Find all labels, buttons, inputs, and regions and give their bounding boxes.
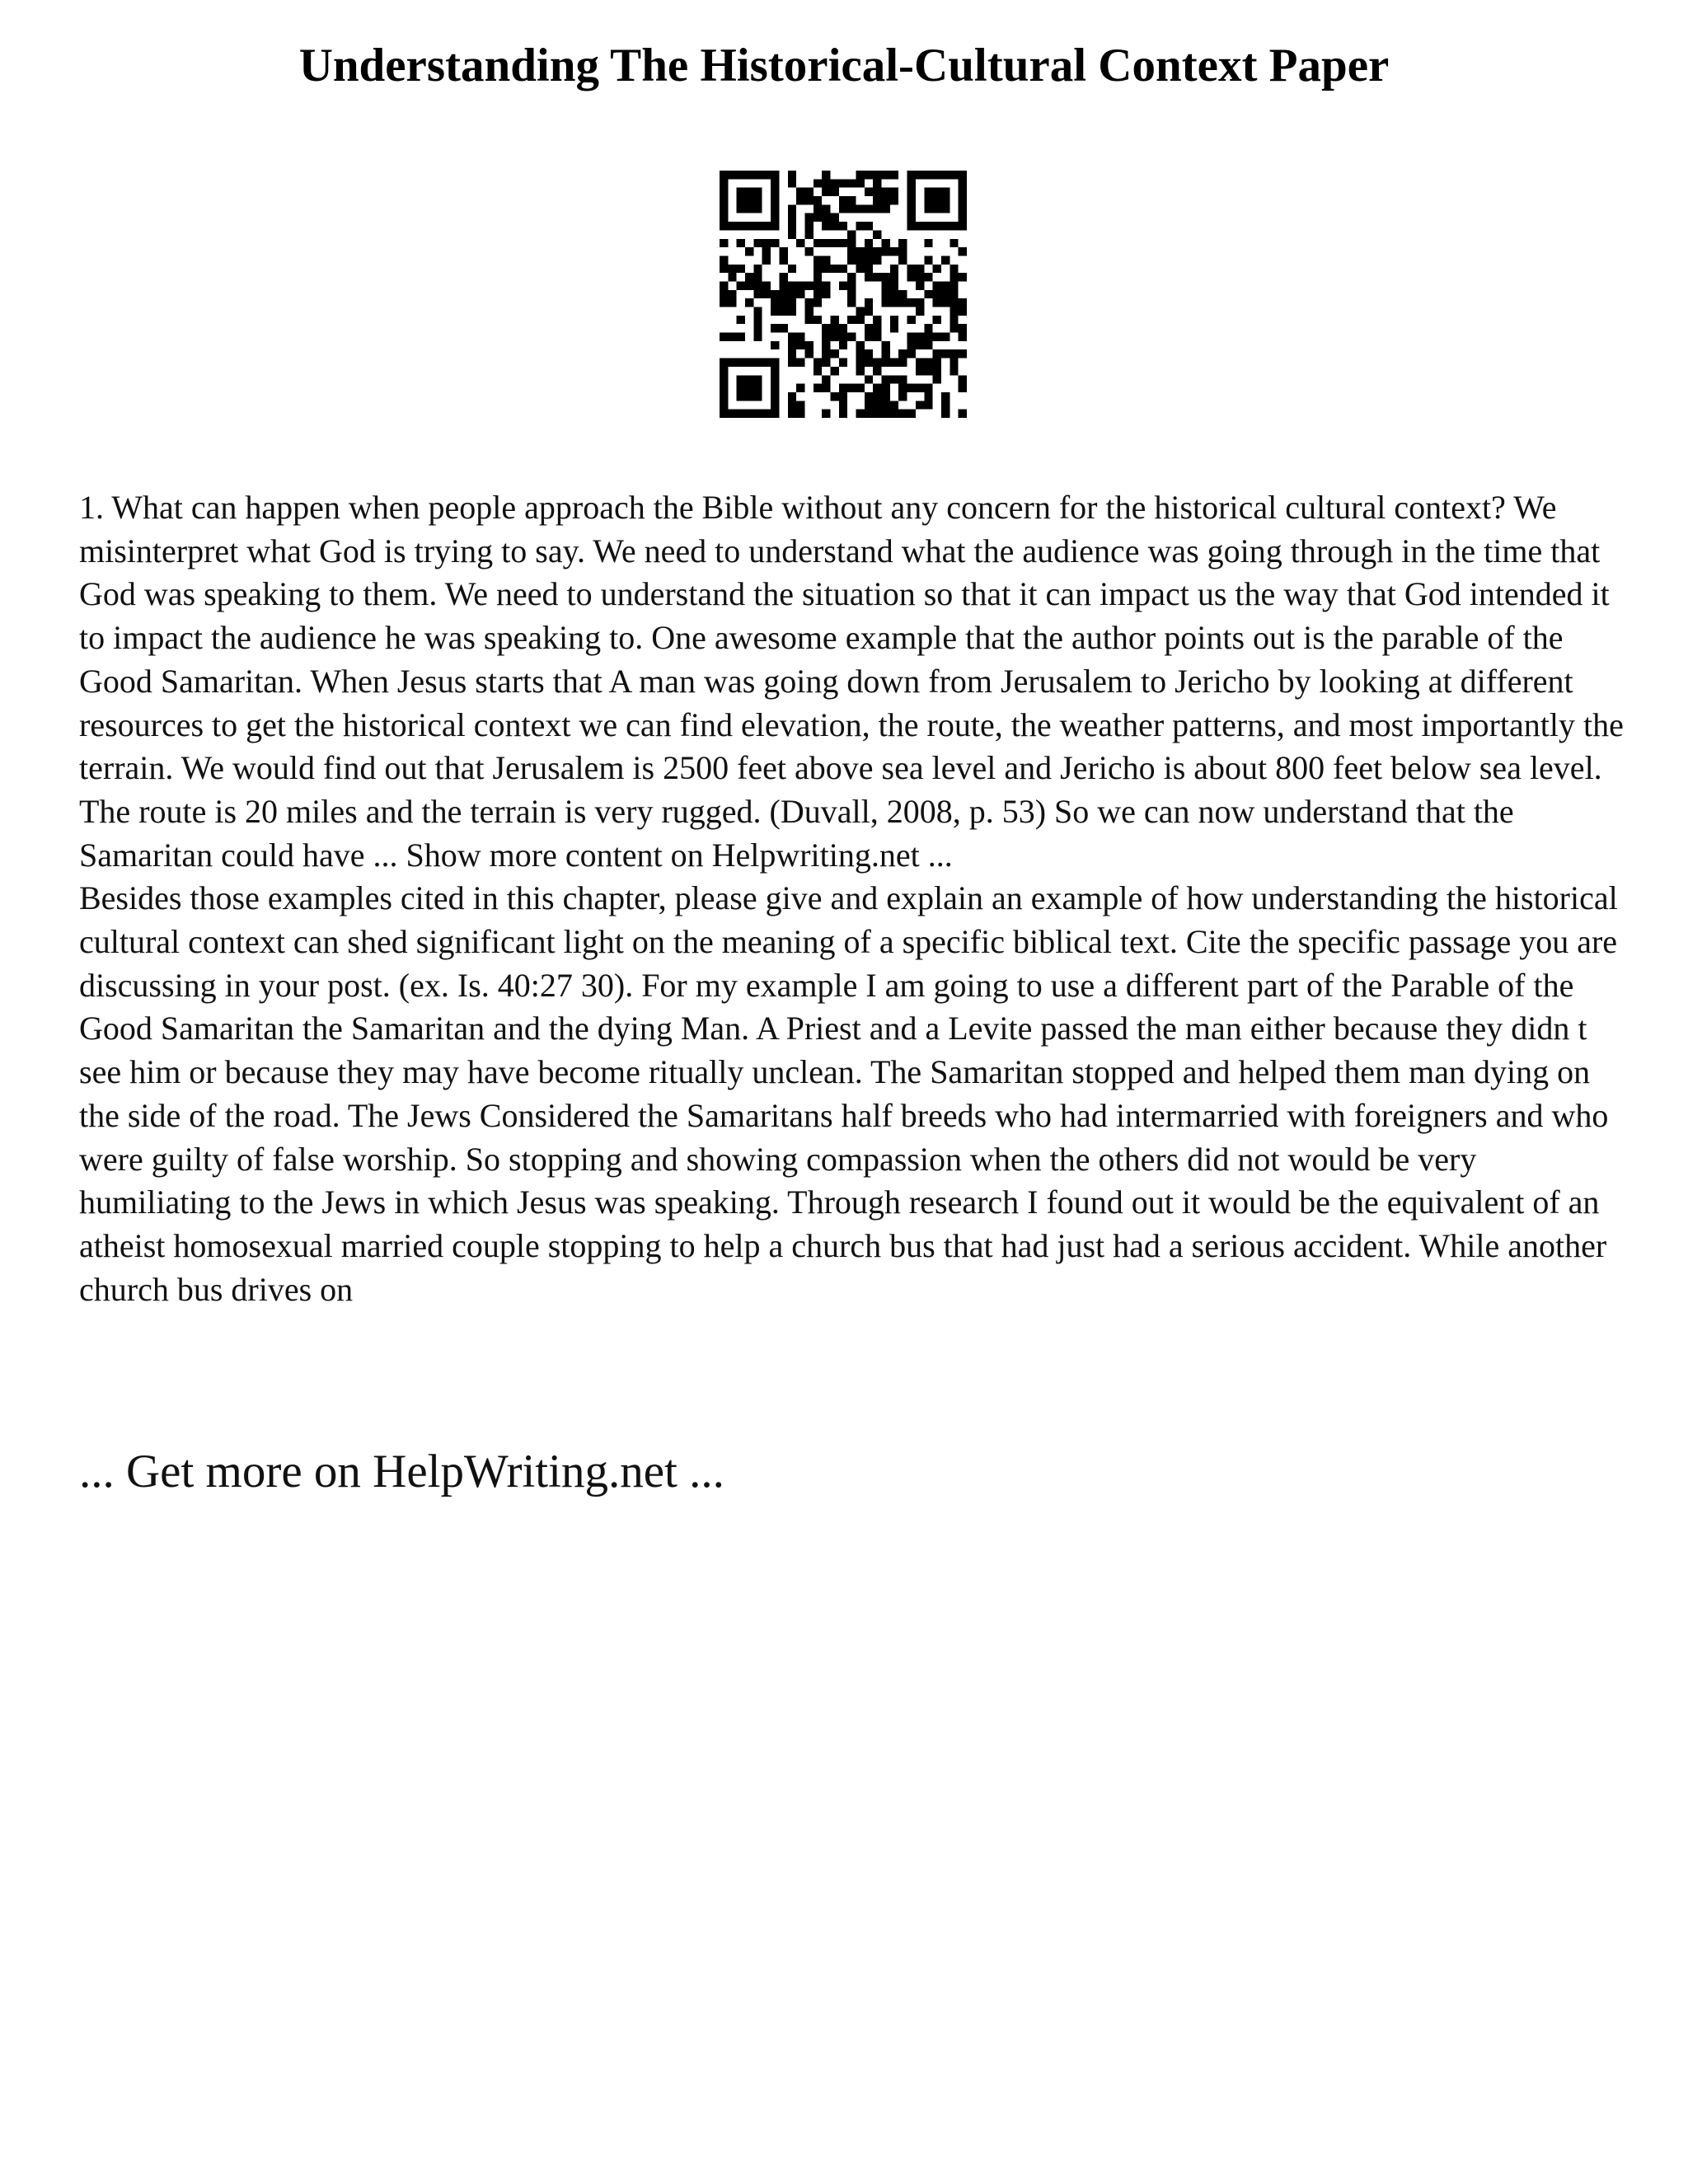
paragraph-2: Besides those examples cited in this chapter, please give and explain an example of how understanding the historical cultural context can shed significant light on the meaning of a specific biblical text. Cite the specific passage you are discussing in your post. (ex. Is. 40:27 30). For my example I am going to use a different part of the Parable of the Good Samaritan the Samaritan and the dying Man. A Priest and a Levite passed the man either because they didn t see him or because they may have become ritually unclean. The Samaritan stopped and helped them man dying on the side of the road. The Jews Considered the Samaritans half breeds who had intermarried with foreigners and who were guilty of false worship. So stopping and showing compassion when the others did not would be very humiliating to the Jews in which Jesus was speaking. Through research I found out it would be the equivalent of an atheist homosexual married couple stopping to help a church bus that had just had a serious accident. While another church bus drives on [79, 879, 1618, 1308]
get-more-link[interactable]: ... Get more on HelpWriting.net ... [79, 1446, 724, 1497]
paragraph-1: 1. What can happen when people approach the Bible without any concern for the historical cultural context? We misinterpret what God is trying to say. We need to understand what the audience was going through in the time that God was speaking to them. We need to understand the situation so that it can impact us the way that God intended it to impact the audience he was speaking to. One awesome example that the author points out is the parable of the Good Samaritan. When Jesus starts that A man was going down from Jerusalem to Jericho by looking at different resources to get the historical context we can find elevation, the route, the weather patterns, and most importantly the terrain. We would find out that Jerusalem is 2500 feet above sea level and Jericho is about 800 feet below sea level. The route is 20 miles and the terrain is very rugged. (Duvall, 2008, p. 53) So we can now understand that the Samaritan could have ... Show more content on Helpwriting.net ... [79, 489, 1624, 874]
page-title: Understanding The Historical-Cultural Context Paper [298, 40, 1390, 91]
body-text [79, 486, 1629, 1311]
qr-code-icon [720, 171, 967, 418]
